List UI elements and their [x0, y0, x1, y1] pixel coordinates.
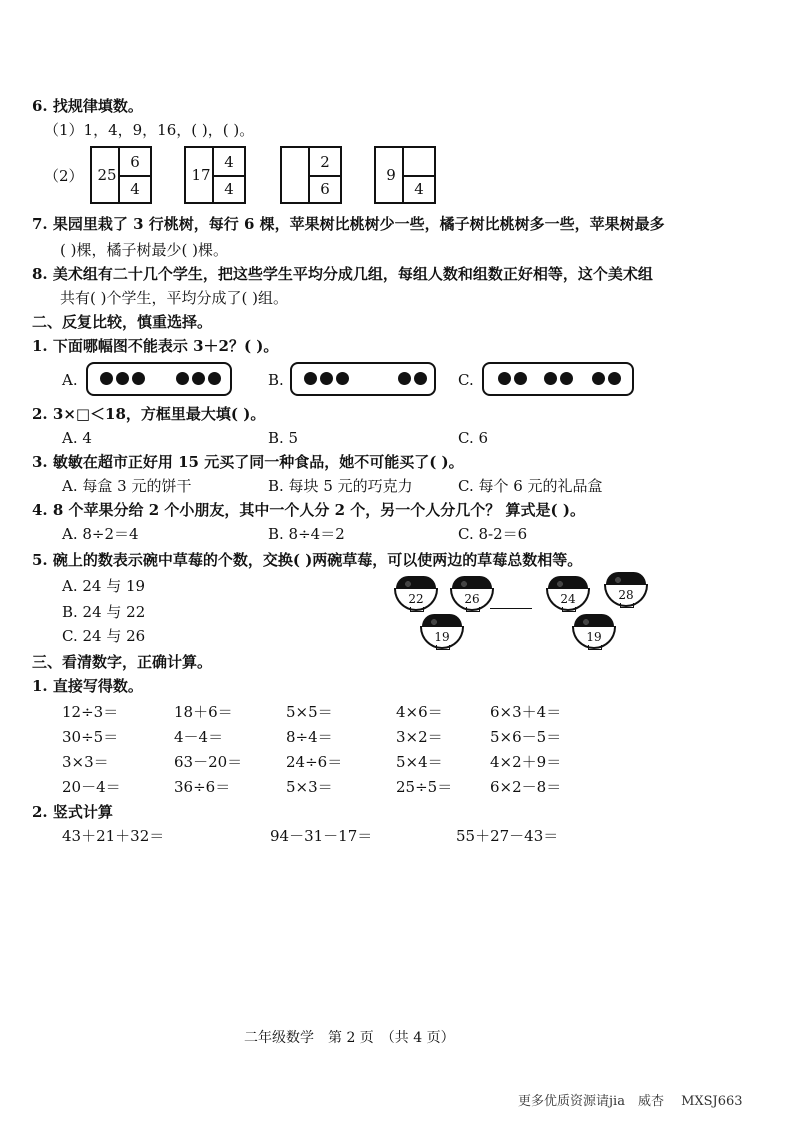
calc-item: 5×5＝	[286, 703, 333, 721]
calc-item: 3×2＝	[396, 728, 443, 746]
calc-item: 8÷4＝	[286, 728, 333, 746]
s3-q2: 2. 竖式计算	[32, 803, 113, 821]
number-box-left: 17	[191, 166, 211, 184]
calc-item: 36÷6＝	[174, 778, 231, 796]
strawberry-bowl	[450, 576, 494, 612]
calc-item: 5×4＝	[396, 753, 443, 771]
bowl-count: 28	[604, 584, 648, 607]
q7-line2: ( )棵，橘子树最少( )棵。	[60, 241, 228, 259]
dot	[176, 372, 189, 385]
q6-part1: （1）1，4，9，16，( )，( )。	[44, 121, 255, 139]
calc-item: 4－4＝	[174, 728, 224, 746]
calc-item: 63－20＝	[174, 753, 243, 771]
q6-part2-label: （2）	[44, 167, 84, 185]
dot	[132, 372, 145, 385]
page-footer: 二年级数学 第 2 页 （共 4 页）	[244, 1030, 455, 1046]
calc-item: 4×2＋9＝	[490, 753, 562, 771]
vertical-calc-item: 94－31－17＝	[270, 827, 373, 845]
balance-line-left	[490, 608, 532, 609]
dot-frame-b	[290, 362, 436, 396]
q8-line2: 共有( )个学生，平均分成了( )组。	[60, 289, 288, 307]
s2-q3-c: C. 每个 6 元的礼品盒	[458, 477, 603, 495]
vertical-calc-item: 55＋27－43＝	[456, 827, 559, 845]
number-box-top: 6	[120, 148, 150, 177]
s2-q3-a: A. 每盒 3 元的饼干	[62, 477, 192, 495]
dot	[208, 372, 221, 385]
number-box-top	[404, 148, 434, 177]
dot	[116, 372, 129, 385]
dot	[320, 372, 333, 385]
s2-q4: 4. 8 个苹果分给 2 个小朋友，其中一个人分 2 个，另一个人分几个？ 算式是( )。	[32, 501, 585, 519]
dot	[514, 372, 527, 385]
s2-q1-option-a: A.	[62, 371, 78, 389]
dot	[498, 372, 511, 385]
s2-q5-b: B. 24 与 22	[62, 603, 146, 621]
s2-q1-option-c: C.	[458, 371, 474, 389]
strawberry-bowl	[546, 576, 590, 612]
dot	[336, 372, 349, 385]
dot	[398, 372, 411, 385]
dot	[414, 372, 427, 385]
number-box-left: 9	[386, 166, 396, 184]
section2-title: 二、反复比较，慎重选择。	[32, 313, 213, 331]
s2-q2-c: C. 6	[458, 429, 489, 447]
number-box-2	[184, 146, 246, 204]
strawberry-bowl	[394, 576, 438, 612]
s2-q3-b: B. 每块 5 元的巧克力	[268, 477, 413, 495]
number-box-top: 2	[310, 148, 340, 177]
s2-q1: 1. 下面哪幅图不能表示 3＋2？( )。	[32, 337, 279, 355]
number-box-top: 4	[214, 148, 244, 177]
s2-q1-option-b: B.	[268, 371, 284, 389]
bowl-count: 24	[546, 588, 590, 611]
dot	[608, 372, 621, 385]
strawberry-bowl	[604, 572, 648, 608]
strawberry-bowl	[572, 614, 616, 650]
number-box-bottom: 4	[224, 179, 234, 198]
dot	[192, 372, 205, 385]
calc-item: 5×3＝	[286, 778, 333, 796]
dot-frame-a	[86, 362, 232, 396]
calc-item: 25÷5＝	[396, 778, 453, 796]
s2-q3: 3. 敏敏在超市正好用 15 元买了同一种食品，她不可能买了( )。	[32, 453, 464, 471]
q6-title: 6. 找规律填数。	[32, 97, 143, 115]
bowl-count: 19	[572, 626, 616, 649]
calc-item: 3×3＝	[62, 753, 109, 771]
s2-q5-c: C. 24 与 26	[62, 627, 146, 645]
bowl-count: 26	[450, 588, 494, 611]
calc-item: 4×6＝	[396, 703, 443, 721]
calc-item: 24÷6＝	[286, 753, 343, 771]
s2-q4-b: B. 8÷4＝2	[268, 525, 345, 543]
dot	[304, 372, 317, 385]
number-box-bottom: 6	[320, 179, 330, 198]
calc-item: 12÷3＝	[62, 703, 119, 721]
s2-q2-b: B. 5	[268, 429, 299, 447]
number-box-1	[90, 146, 152, 204]
vertical-calc-item: 43＋21＋32＝	[62, 827, 165, 845]
number-box-bottom: 4	[130, 179, 140, 198]
dot-frame-c	[482, 362, 634, 396]
s2-q5-a: A. 24 与 19	[62, 577, 146, 595]
s3-q1: 1. 直接写得数。	[32, 677, 143, 695]
strawberry-bowl	[420, 614, 464, 650]
number-box-left: 25	[97, 166, 117, 184]
section3-title: 三、看清数字，正确计算。	[32, 653, 213, 671]
bowl-count: 19	[420, 626, 464, 649]
s2-q4-c: C. 8-2＝6	[458, 525, 528, 543]
s2-q2-a: A. 4	[62, 429, 92, 447]
q7-line1: 7. 果园里栽了 3 行桃树，每行 6 棵，苹果树比桃树少一些，橘子树比桃树多一些，苹果树最多	[32, 215, 665, 233]
number-box-3	[280, 146, 342, 204]
calc-item: 6×3＋4＝	[490, 703, 562, 721]
q8-line1: 8. 美术组有二十几个学生，把这些学生平均分成几组，每组人数和组数正好相等，这个美术组	[32, 265, 653, 283]
calc-item: 30÷5＝	[62, 728, 119, 746]
s2-q2: 2. 3×□＜18，方框里最大填( )。	[32, 405, 266, 423]
bowl-count: 22	[394, 588, 438, 611]
dot	[544, 372, 557, 385]
dot	[592, 372, 605, 385]
s2-q5: 5. 碗上的数表示碗中草莓的个数，交换( )两碗草莓，可以使两边的草莓总数相等。	[32, 551, 583, 569]
resource-note: 更多优质资源请jia 威杏 MXSJ663	[518, 1094, 743, 1109]
s2-q4-a: A. 8÷2＝4	[62, 525, 139, 543]
dot	[560, 372, 573, 385]
calc-item: 20－4＝	[62, 778, 121, 796]
calc-item: 18＋6＝	[174, 703, 233, 721]
number-box-bottom: 4	[414, 179, 424, 198]
calc-item: 6×2－8＝	[490, 778, 562, 796]
number-box-4	[374, 146, 436, 204]
calc-item: 5×6－5＝	[490, 728, 562, 746]
dot	[100, 372, 113, 385]
